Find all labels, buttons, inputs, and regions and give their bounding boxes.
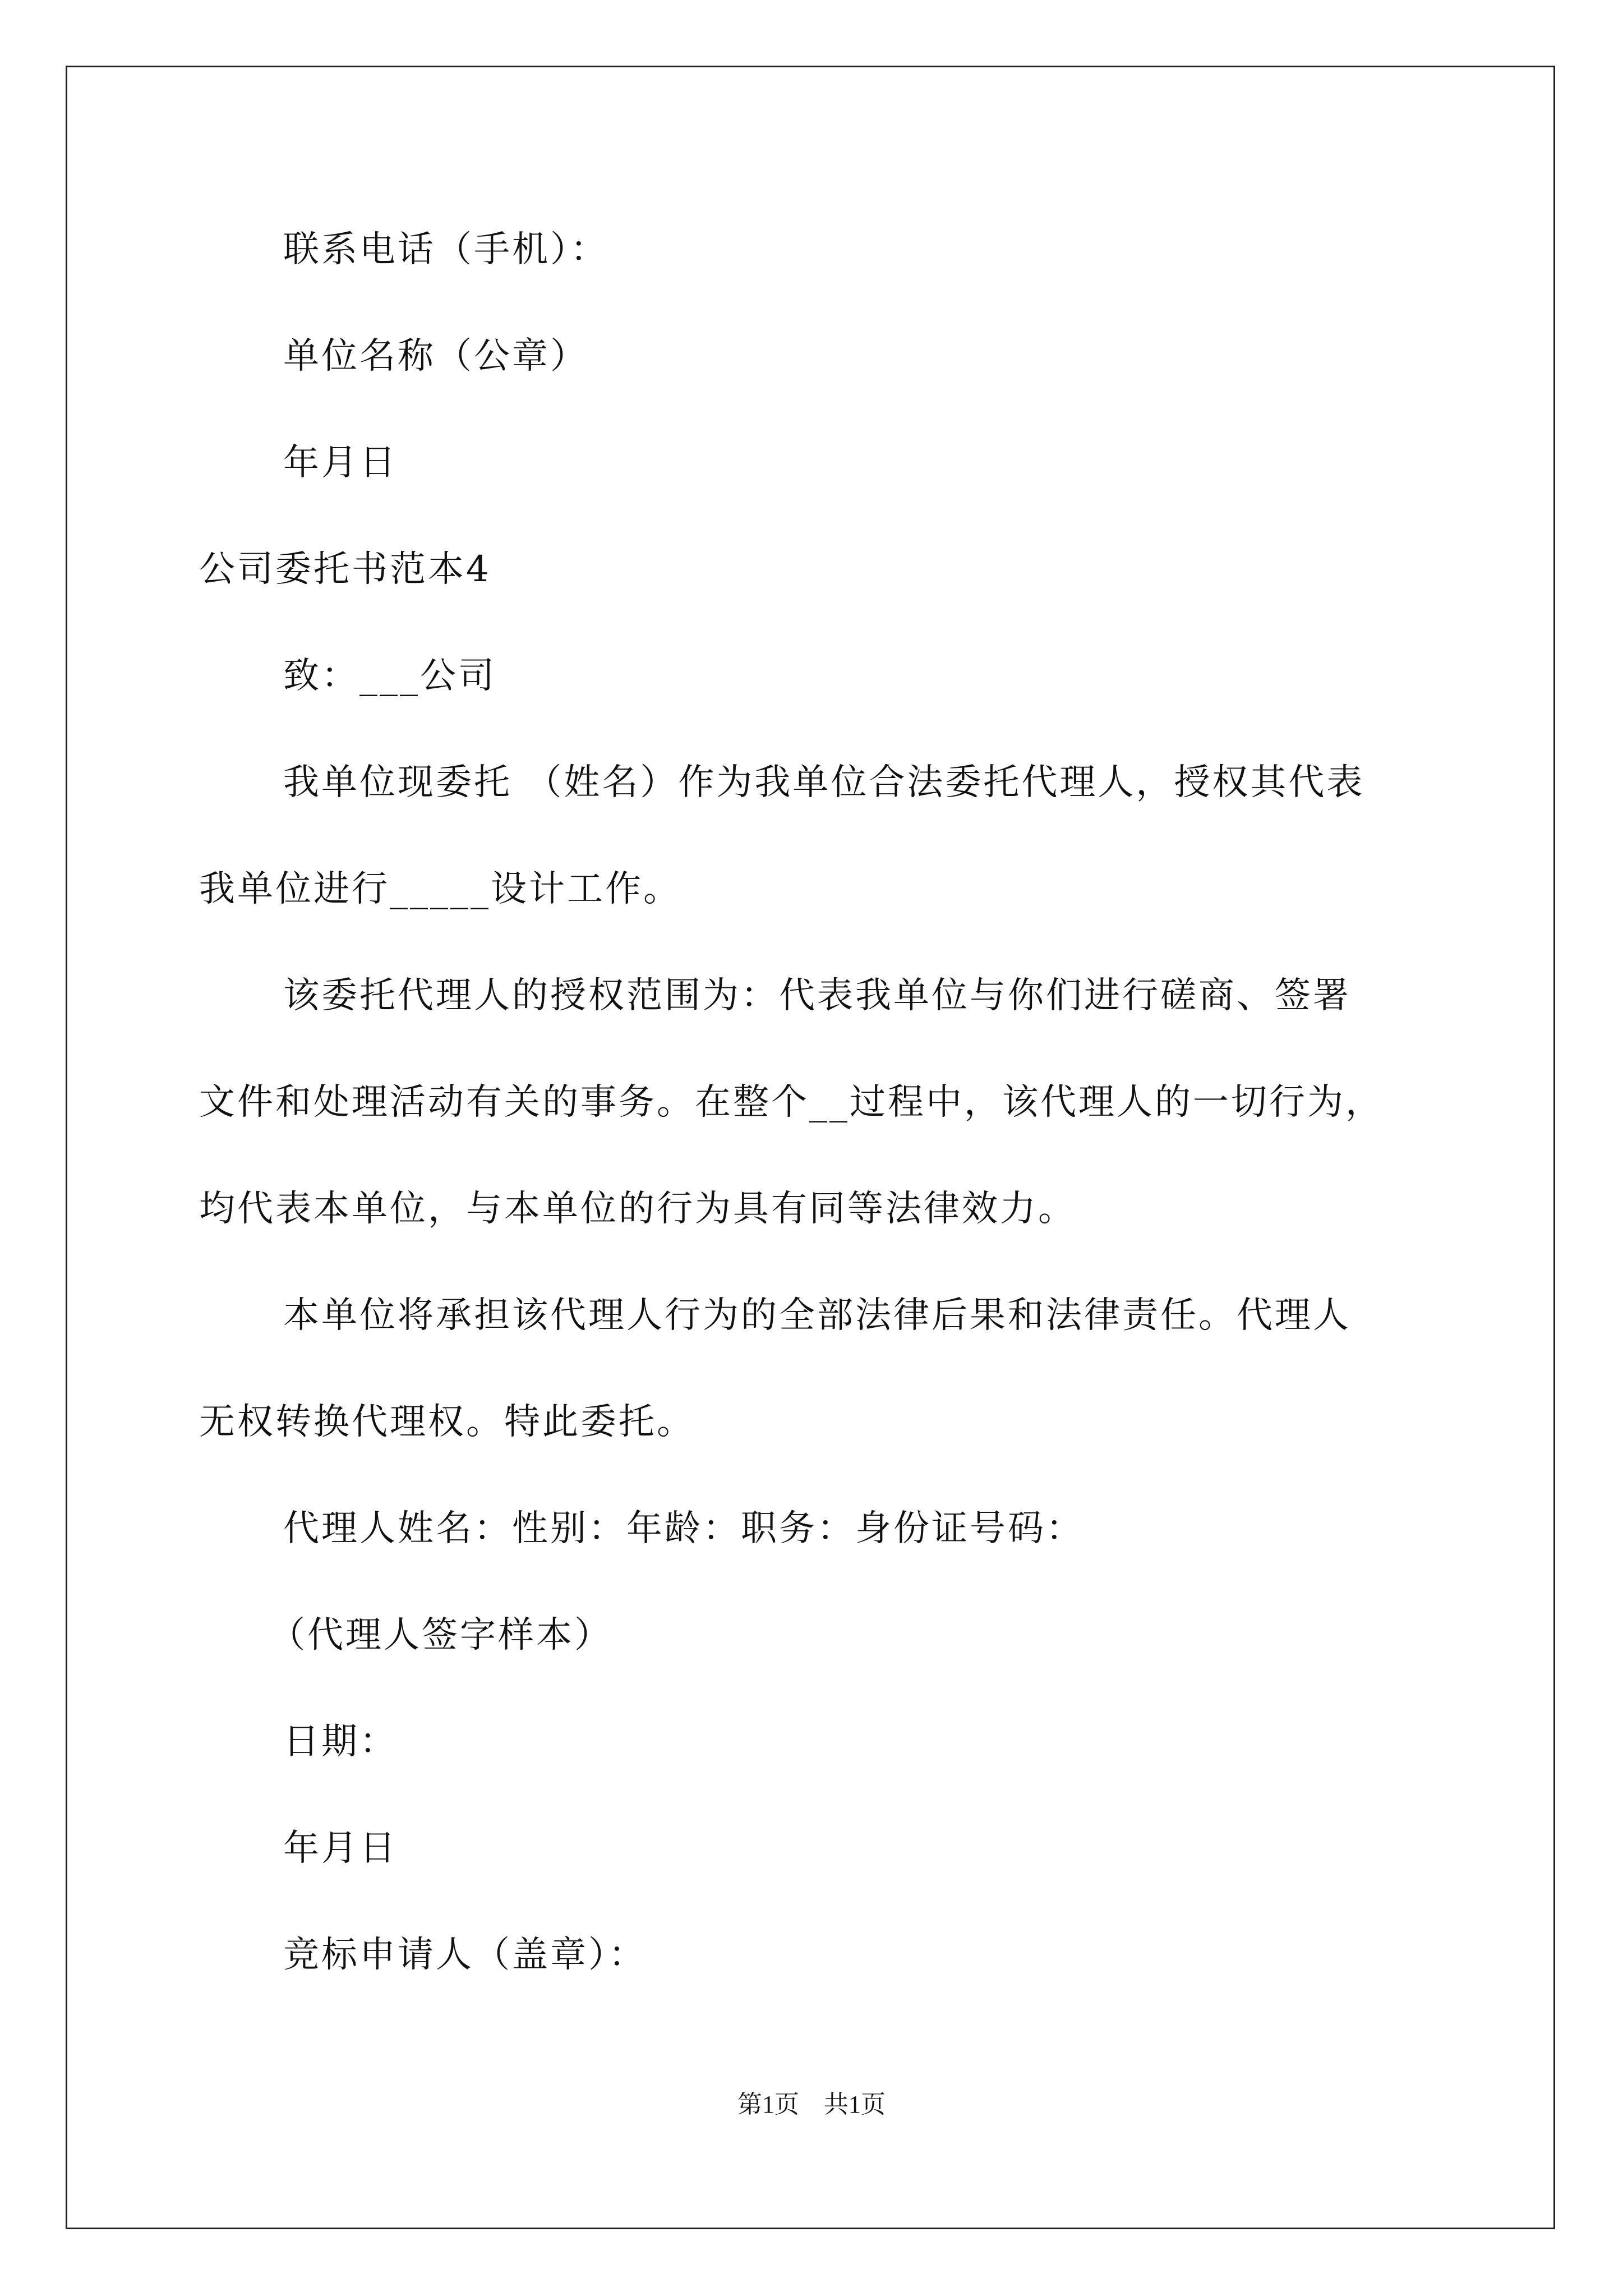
date-label-line: 日期： — [283, 1721, 398, 1763]
signature-sample-line: （代理人签字样本） — [269, 1614, 612, 1656]
applicant-seal-line: 竞标申请人（盖章）： — [283, 1934, 647, 1976]
paragraph-line: 该委托代理人的授权范围为：代表我单位与你们进行磋商、签署 — [283, 975, 1351, 1016]
addressee-line: 致：___公司 — [283, 655, 496, 697]
date-line: 年月日 — [283, 1828, 398, 1869]
agent-info-line: 代理人姓名：性别：年龄：职务：身份证号码： — [283, 1508, 1084, 1549]
paragraph-line: 我单位进行_____设计工作。 — [199, 868, 681, 910]
paragraph-line: 本单位将承担该代理人行为的全部法律后果和法律责任。代理人 — [283, 1295, 1351, 1336]
unit-name-line: 单位名称（公章） — [283, 335, 588, 377]
section-heading: 公司委托书范本4 — [199, 549, 491, 590]
contact-phone-line: 联系电话（手机）： — [283, 229, 608, 270]
paragraph-line: 我单位现委托 （姓名）作为我单位合法委托代理人，授权其代表 — [283, 762, 1365, 803]
page-number-footer: 第1页 共1页 — [737, 2091, 886, 2118]
date-line: 年月日 — [283, 442, 398, 484]
paragraph-line: 均代表本单位，与本单位的行为具有同等法律效力。 — [199, 1188, 1076, 1230]
paragraph-line: 文件和处理活动有关的事务。在整个__过程中，该代理人的一切行为， — [199, 1082, 1384, 1123]
paragraph-line: 无权转换代理权。特此委托。 — [199, 1401, 695, 1443]
page-border — [66, 66, 1555, 2229]
